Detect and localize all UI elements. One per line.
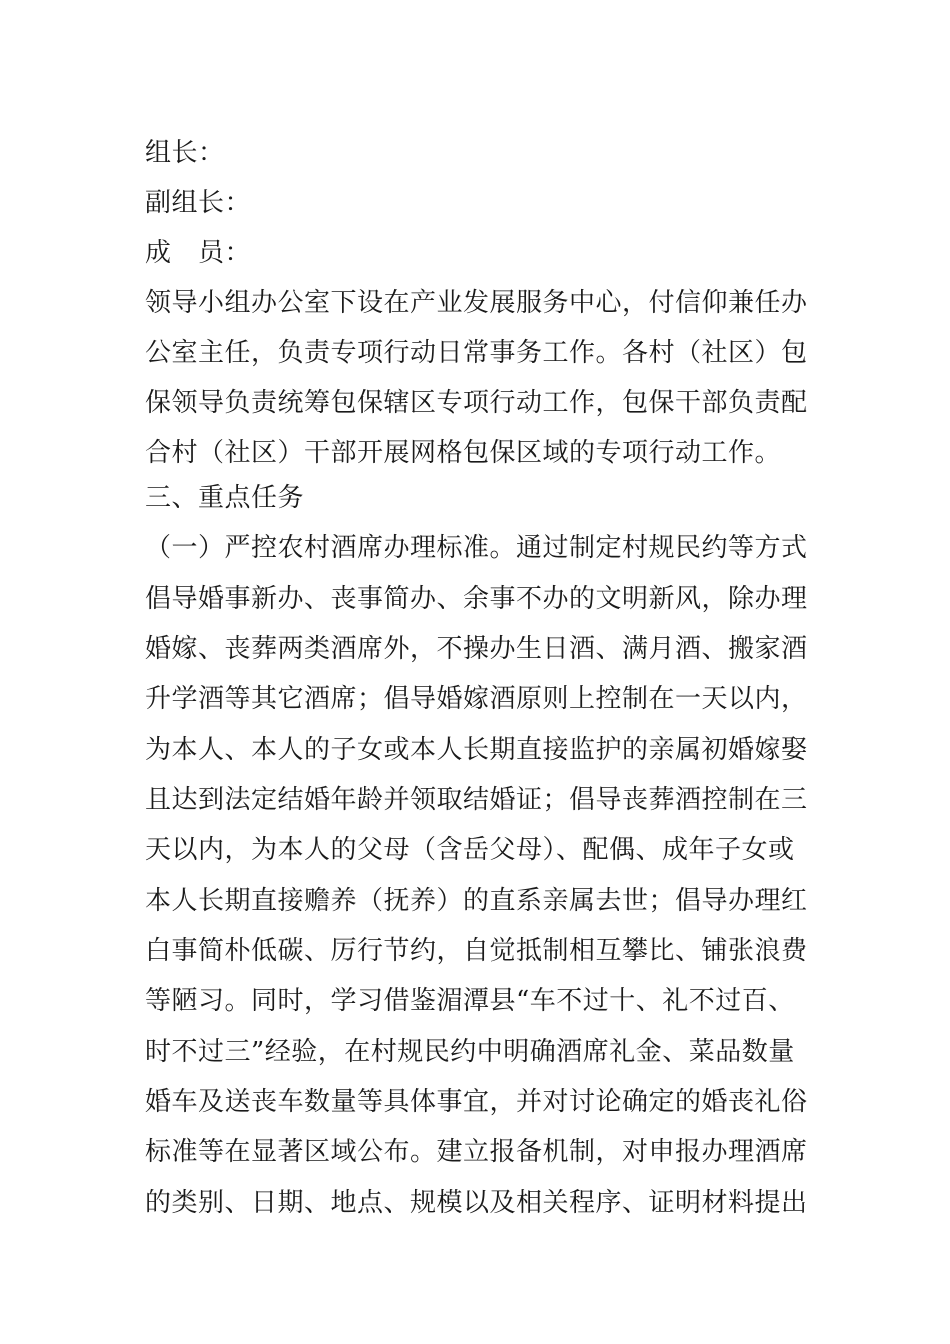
- text-line-members: 成 员：: [145, 238, 252, 268]
- text-line: （一）严控农村酒席办理标准。通过制定村规民约等方式: [145, 533, 808, 563]
- text-line: 白事简朴低碳、厉行节约，自觉抵制相互攀比、铺张浪费: [145, 936, 808, 966]
- text-line: 本人长期直接赡养（抚养）的直系亲属去世；倡导办理红: [145, 886, 808, 916]
- text-line-deputy-leader: 副组长：: [145, 188, 252, 218]
- text-line: 保领导负责统筹包保辖区专项行动工作，包保干部负责配: [145, 388, 808, 418]
- text-line: 标准等在显著区域公布。建立报备机制，对申报办理酒席: [145, 1137, 808, 1167]
- text-line: 合村（社区）干部开展网格包保区域的专项行动工作。: [145, 438, 782, 468]
- text-line-leader: 组长：: [145, 138, 225, 168]
- text-line: 倡导婚事新办、丧事简办、余事不办的文明新风，除办理: [145, 584, 808, 614]
- text-line: 公室主任，负责专项行动日常事务工作。各村（社区）包: [145, 338, 808, 368]
- text-line: 领导小组办公室下设在产业发展服务中心，付信仰兼任办: [145, 288, 808, 318]
- text-line: 且达到法定结婚年龄并领取结婚证；倡导丧葬酒控制在三: [145, 785, 808, 815]
- text-line: 升学酒等其它酒席；倡导婚嫁酒原则上控制在一天以内，: [145, 684, 808, 714]
- text-line: 时不过三”经验，在村规民约中明确酒席礼金、菜品数量: [145, 1037, 795, 1067]
- text-line: 为本人、本人的子女或本人长期直接监护的亲属初婚嫁娶: [145, 735, 808, 765]
- text-line: 婚车及送丧车数量等具体事宜，并对讨论确定的婚丧礼俗: [145, 1087, 808, 1117]
- text-line: 婚嫁、丧葬两类酒席外，不操办生日酒、满月酒、搬家酒: [145, 634, 808, 664]
- section-heading: 三、重点任务: [145, 483, 305, 513]
- text-line: 的类别、日期、地点、规模以及相关程序、证明材料提出: [145, 1188, 808, 1218]
- text-line: 等陋习。同时，学习借鉴湄潭县“车不过十、礼不过百、: [145, 986, 795, 1016]
- text-line: 天以内，为本人的父母（含岳父母）、配偶、成年子女或: [145, 835, 795, 865]
